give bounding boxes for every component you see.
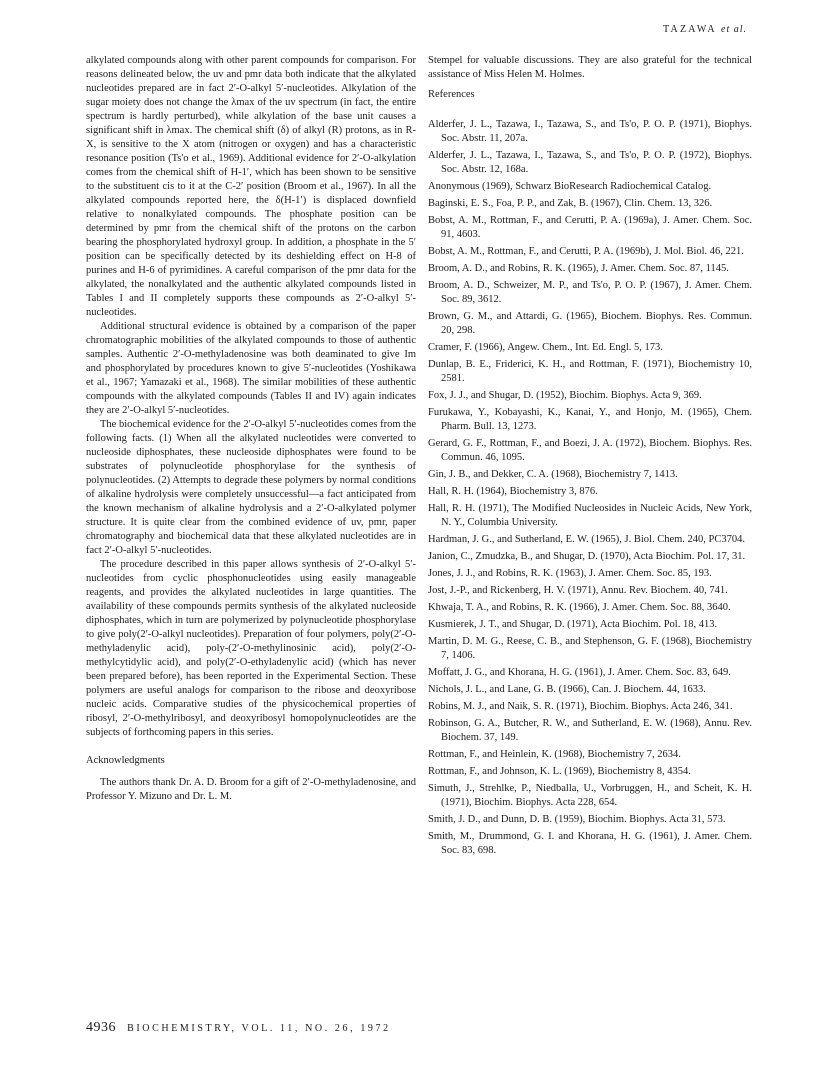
reference-item: Kusmierek, J. T., and Shugar, D. (1971), Acta Biochim. Pol. 18, 413. (428, 619, 718, 630)
reference-item: Gerard, G. F., Rottman, F., and Boezi, J. A. (1972), Biochem. Biophys. Res. Commun. 46, 1095. (428, 438, 752, 463)
running-head-author: TAZAWA (663, 24, 717, 35)
page-footer (86, 1020, 391, 1036)
reference-item: Furukawa, Y., Kobayashi, K., Kanai, Y., and Honjo, M. (1965), Chem. Pharm. Bull. 13, 1273. (428, 407, 752, 432)
reference-item: Baginski, E. S., Foa, P. P., and Zak, B. (1967), Clin. Chem. 13, 326. (428, 198, 713, 209)
references-heading: References (428, 89, 475, 100)
reference-item: Gin, J. B., and Dekker, C. A. (1968), Biochemistry 7, 1413. (428, 469, 678, 480)
body-paragraph: alkylated compounds along with other parent compounds for comparison. For reasons delineated below, the uv and pmr data both indicate that the alkylated nucleotides prepared are in fact 2′-O-alkyl 5′-nucleotides. Alkylation of the sugar moiety does not change the λmax of the uv spectrum (in fact, the entire spectrum is hardly perturbed), while alkylation of the base unit causes a significant shift in λmax. The chemical shift (δ) of alkyl (R) protons, as in R-X, is sensitive to the X atom (nitrogen or oxygen) and has a characteristic resonance position (Ts'o et al., 1969). Additional evidence for 2′-O-alkylation comes from the chemical shift of H-1′, which has been shown to be sensitive to the substituent cis to it at the C-2′ position (Broom et al., 1967). In all the alkylated compounds reported here, the δ(H-1′) is displaced downfield relative to nonalkylated compounds. The phosphate position can be determined by pmr from the chemical shift of the protons on the carbon bearing the phosphorylated hydroxyl group. In addition, a phosphate in the 5′ position can be specifically detected by its deshielding effect on H-8 of purines and H-6 of pyrimidines. A careful comparison of the pmr data for the alkylated, the nonalkylated and the authentic alkylated compounds listed in Tables I and II completely supports these compounds as 2′-O-alkyl 5′-nucleotides. (86, 55, 416, 318)
reference-item: Martin, D. M. G., Reese, C. B., and Stephenson, G. F. (1968), Biochemistry 7, 1406. (428, 636, 752, 661)
reference-item: Alderfer, J. L., Tazawa, I., Tazawa, S., and Ts'o, P. O. P. (1971), Biophys. Soc. Abstr. 11, 207a. (428, 119, 752, 144)
reference-item: Fox, J. J., and Shugar, D. (1952), Biochim. Biophys. Acta 9, 369. (428, 390, 702, 401)
reference-list (428, 118, 752, 858)
reference-item: Rottman, F., and Johnson, K. L. (1969), Biochemistry 8, 4354. (428, 766, 691, 777)
reference-item: Hall, R. H. (1971), The Modified Nucleosides in Nucleic Acids, New York, N. Y., Columbia University. (428, 503, 752, 528)
reference-item: Bobst, A. M., Rottman, F., and Cerutti, P. A. (1969a), J. Amer. Chem. Soc. 91, 4603. (428, 215, 752, 240)
body-paragraph: Additional structural evidence is obtained by a comparison of the paper chromatographic mobilities of the alkylated compounds to those of authentic samples. Authentic 2′-O-methyladenosine was both deaminated to give Im and phosphorylated by procedures known to give 5′-nucleotides (Yoshikawa et al., 1967; Yamazaki et al., 1968). The similar mobilities of these authentic compounds with the alkylated compounds (Tables II and IV) again indicates they are 2′-O-alkyl 5′-nucleotides. (86, 321, 416, 416)
journal-citation: BIOCHEMISTRY, VOL. 11, NO. 26, 1972 (127, 1023, 391, 1034)
acknowledgments-continued: Stempel for valuable discussions. They are also grateful for the technical assistance of Miss Helen M. Holmes. (428, 55, 752, 80)
reference-item: Broom, A. D., Schweizer, M. P., and Ts'o, P. O. P. (1967), J. Amer. Chem. Soc. 89, 3612. (428, 280, 752, 305)
reference-item: Broom, A. D., and Robins, R. K. (1965), J. Amer. Chem. Soc. 87, 1145. (428, 263, 729, 274)
left-column (86, 54, 416, 804)
reference-item: Simuth, J., Strehlke, P., Niedballa, U., Vorbruggen, H., and Scheit, K. H. (1971), Biochim. Biophys. Acta 228, 654. (428, 783, 752, 808)
reference-item: Anonymous (1969), Schwarz BioResearch Radiochemical Catalog. (428, 181, 712, 192)
right-column (428, 54, 752, 861)
reference-item: Robins, M. J., and Naik, S. R. (1971), Biochim. Biophys. Acta 246, 341. (428, 701, 733, 712)
reference-item: Robinson, G. A., Butcher, R. W., and Sutherland, E. W. (1968), Annu. Rev. Biochem. 37, 149. (428, 718, 752, 743)
running-head-etal: et al. (721, 24, 747, 35)
body-paragraph: The biochemical evidence for the 2′-O-alkyl 5′-nucleotides comes from the following facts. (1) When all the alkylated nucleotides were converted to nucleoside diphosphates, these nucleoside diphosphates were found to be substrates of polynucleotide phosphorylase for the synthesis of polynucleotides. (2) Attempts to degrade these polymers by normal conditions of alkaline hydrolysis were completely unsuccessful—a fact anticipated from the known mechanism of alkaline hydrolysis and a 2′-O-alkylated polymer structure. It is quite clear from the combined evidence of uv, pmr, paper chromatography and biochemical data that these alkylated nucleotides are in fact 2′-O-alkyl 5′-nucleotides. (86, 419, 416, 556)
reference-item: Janion, C., Zmudzka, B., and Shugar, D. (1970), Acta Biochim. Pol. 17, 31. (428, 551, 746, 562)
reference-item: Alderfer, J. L., Tazawa, I., Tazawa, S., and Ts'o, P. O. P. (1972), Biophys. Soc. Abstr. 12, 168a. (428, 150, 752, 175)
reference-item: Jost, J.-P., and Rickenberg, H. V. (1971), Annu. Rev. Biochem. 40, 741. (428, 585, 728, 596)
reference-item: Moffatt, J. G., and Khorana, H. G. (1961), J. Amer. Chem. Soc. 83, 649. (428, 667, 731, 678)
acknowledgments-heading: Acknowledgments (86, 755, 165, 766)
body-paragraph: The procedure described in this paper allows synthesis of 2′-O-alkyl 5′-nucleotides from cyclic phosphonucleotides using easily manageable reagents, and provides the alkylated nucleotides in large quantities. The availability of these compounds permits synthesis of the alkylated nucleoside diphosphates, which in turn are polymerized by polynucleotide phosphorylase to give poly(2′-O-alkyl nucleotides). Preparation of four polymers, poly(2′-O-methyladenylic acid), poly-(2′-O-methylinosinic acid), poly(2′-O-methylcytidylic acid), and poly(2′-O-ethyladenylic acid) (which has never been prepared before), has been reported in the Experimental Section. These polymers are useful analogs for comparison to the ribose and deoxyribose nucleic acids. Comparative studies of the physicochemical properties of ribosyl, 2′-O-methylribosyl, and deoxyribosyl homopolynucleotides are the subjects of forthcoming papers in this series. (86, 559, 416, 738)
reference-item: Cramer, F. (1966), Angew. Chem., Int. Ed. Engl. 5, 173. (428, 342, 663, 353)
reference-item: Khwaja, T. A., and Robins, R. K. (1966), J. Amer. Chem. Soc. 88, 3640. (428, 602, 731, 613)
reference-item: Rottman, F., and Heinlein, K. (1968), Biochemistry 7, 2634. (428, 749, 681, 760)
reference-item: Smith, J. D., and Dunn, D. B. (1959), Biochim. Biophys. Acta 31, 573. (428, 814, 726, 825)
reference-item: Dunlap, B. E., Friderici, K. H., and Rottman, F. (1971), Biochemistry 10, 2581. (428, 359, 752, 384)
reference-item: Nichols, J. L., and Lane, G. B. (1966), Can. J. Biochem. 44, 1633. (428, 684, 706, 695)
reference-item: Hardman, J. G., and Sutherland, E. W. (1965), J. Biol. Chem. 240, PC3704. (428, 534, 746, 545)
reference-item: Jones, J. J., and Robins, R. K. (1963), J. Amer. Chem. Soc. 85, 193. (428, 568, 712, 579)
reference-item: Bobst, A. M., Rottman, F., and Cerutti, P. A. (1969b), J. Mol. Biol. 46, 221. (428, 246, 744, 257)
page-number: 4936 (86, 1020, 116, 1035)
reference-item: Brown, G. M., and Attardi, G. (1965), Biochem. Biophys. Res. Commun. 20, 298. (428, 311, 752, 336)
reference-item: Smith, M., Drummond, G. I. and Khorana, H. G. (1961), J. Amer. Chem. Soc. 83, 698. (428, 831, 752, 856)
running-head (663, 24, 747, 35)
reference-item: Hall, R. H. (1964), Biochemistry 3, 876. (428, 486, 598, 497)
acknowledgments-text: The authors thank Dr. A. D. Broom for a gift of 2′-O-methyladenosine, and Professor Y. Mizuno and Dr. L. M. (86, 777, 416, 802)
